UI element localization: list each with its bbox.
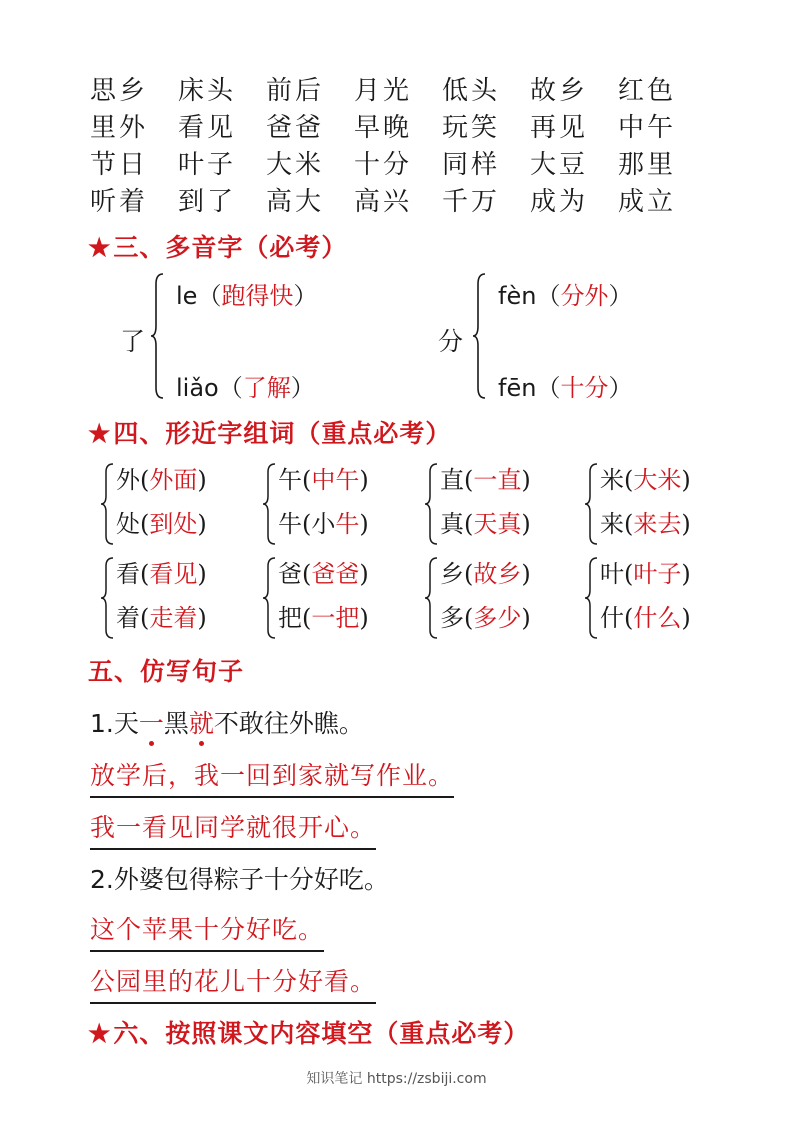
similar-char-line: 看(看见) <box>116 560 207 588</box>
word: 思乡 <box>90 76 149 106</box>
word: 叶子 <box>178 150 237 180</box>
similar-char-line: 午(中午) <box>278 466 369 494</box>
paren: ） <box>608 282 633 310</box>
answer-sentence: 放学后，我一回到家就写作业。 <box>90 756 454 798</box>
word: 玩笑 <box>442 113 501 143</box>
word: 到了 <box>178 187 237 217</box>
brace-icon <box>472 272 486 400</box>
word: 看见 <box>178 113 237 143</box>
section5-heading <box>88 652 244 688</box>
similar-char-group <box>100 554 260 650</box>
paren: （ <box>536 374 561 402</box>
section4-title: 四、形近字组词（重点必考） <box>113 419 452 448</box>
answer-word: 十分 <box>560 374 609 402</box>
polyphone-reading <box>176 368 315 403</box>
word: 里外 <box>90 113 149 143</box>
word: 大豆 <box>530 150 589 180</box>
answer-sentence: 我一看见同学就很开心。 <box>90 808 376 850</box>
brace-icon <box>262 556 276 640</box>
word: 故乡 <box>530 76 589 106</box>
word: 成立 <box>618 187 677 217</box>
section6-title: 六、按照课文内容填空（重点必考） <box>113 1019 530 1048</box>
word: 低头 <box>442 76 501 106</box>
similar-char-line: 直(一直) <box>440 466 531 494</box>
polyphone-char: 分 <box>438 327 464 356</box>
word: 前后 <box>266 76 325 106</box>
similar-char-line: 什(什么) <box>600 604 691 632</box>
answer-word: 了解 <box>242 374 291 402</box>
word: 大米 <box>266 150 325 180</box>
answer-sentence: 这个苹果十分好吃。 <box>90 910 324 952</box>
word: 爸爸 <box>266 113 325 143</box>
word: 同样 <box>442 150 501 180</box>
similar-char-line: 多(多少) <box>440 604 531 632</box>
section3-heading <box>88 228 347 264</box>
brace-icon <box>424 556 438 640</box>
similar-char-line: 外(外面) <box>116 466 207 494</box>
similar-char-group <box>584 460 744 556</box>
similar-char-group <box>584 554 744 650</box>
word: 那里 <box>618 150 677 180</box>
answer-sentence: 公园里的花儿十分好看。 <box>90 962 376 1004</box>
similar-char-line: 处(到处) <box>116 510 207 538</box>
similar-char-line: 乡(故乡) <box>440 560 531 588</box>
brace-icon <box>584 556 598 640</box>
word: 再见 <box>530 113 589 143</box>
similar-char-group <box>100 460 260 556</box>
polyphone-reading <box>498 276 632 311</box>
similar-char-line: 把(一把) <box>278 604 369 632</box>
star-icon: ★ <box>88 233 112 262</box>
paren: （ <box>197 282 222 310</box>
paren: （ <box>536 282 561 310</box>
emphasis-char: 一 <box>139 704 164 740</box>
pinyin: fēn <box>498 374 537 402</box>
star-icon: ★ <box>88 1019 112 1048</box>
word: 月光 <box>354 76 413 106</box>
word: 成为 <box>530 187 589 217</box>
brace-icon <box>584 462 598 546</box>
paren: （ <box>218 374 243 402</box>
brace-icon <box>100 462 114 546</box>
item-number: 1. <box>90 709 114 738</box>
section4-heading <box>88 414 451 450</box>
polyphone-reading <box>176 276 317 311</box>
footer-watermark: 知识笔记 https://zsbiji.com <box>306 1071 487 1087</box>
brace-icon <box>262 462 276 546</box>
polyphone-reading <box>498 368 632 403</box>
word: 床头 <box>178 76 237 106</box>
section3-title: 三、多音字（必考） <box>113 233 348 262</box>
similar-char-line: 着(走着) <box>116 604 207 632</box>
word: 千万 <box>442 187 501 217</box>
brace-icon <box>424 462 438 546</box>
emphasis-char: 就 <box>189 704 214 740</box>
similar-char-line: 爸(爸爸) <box>278 560 369 588</box>
word: 节日 <box>90 150 149 180</box>
word: 高兴 <box>354 187 413 217</box>
section5-title: 五、仿写句子 <box>88 657 245 686</box>
similar-char-line: 真(天真) <box>440 510 531 538</box>
pinyin: fèn <box>498 282 537 310</box>
answer-word: 分外 <box>560 282 609 310</box>
word: 十分 <box>354 150 413 180</box>
polyphone-char: 了 <box>120 327 146 356</box>
similar-char-line: 叶(叶子) <box>600 560 691 588</box>
brace-icon <box>100 556 114 640</box>
paren: ） <box>293 282 318 310</box>
paren: ） <box>290 374 315 402</box>
word: 听着 <box>90 187 149 217</box>
example-sentence-2: 2.外婆包得粽子十分好吃。 <box>90 865 389 894</box>
similar-char-group <box>424 554 584 650</box>
similar-char-line: 牛(小牛) <box>278 510 369 538</box>
word: 中午 <box>618 113 677 143</box>
similar-char-line: 来(来去) <box>600 510 691 538</box>
pinyin: le <box>176 282 198 310</box>
brace-icon <box>150 272 164 400</box>
similar-char-group <box>424 460 584 556</box>
section6-heading <box>88 1014 529 1050</box>
similar-char-group <box>262 460 422 556</box>
word: 高大 <box>266 187 325 217</box>
item-number: 2. <box>90 865 114 894</box>
word: 红色 <box>618 76 677 106</box>
similar-char-line: 米(大米) <box>600 466 691 494</box>
paren: ） <box>608 374 633 402</box>
word: 早晚 <box>354 113 413 143</box>
answer-word: 跑得快 <box>221 282 294 310</box>
similar-char-group <box>262 554 422 650</box>
star-icon: ★ <box>88 419 112 448</box>
example-sentence-1: 1.天一黑就不敢往外瞧。 <box>90 704 364 740</box>
pinyin: liǎo <box>176 374 219 402</box>
